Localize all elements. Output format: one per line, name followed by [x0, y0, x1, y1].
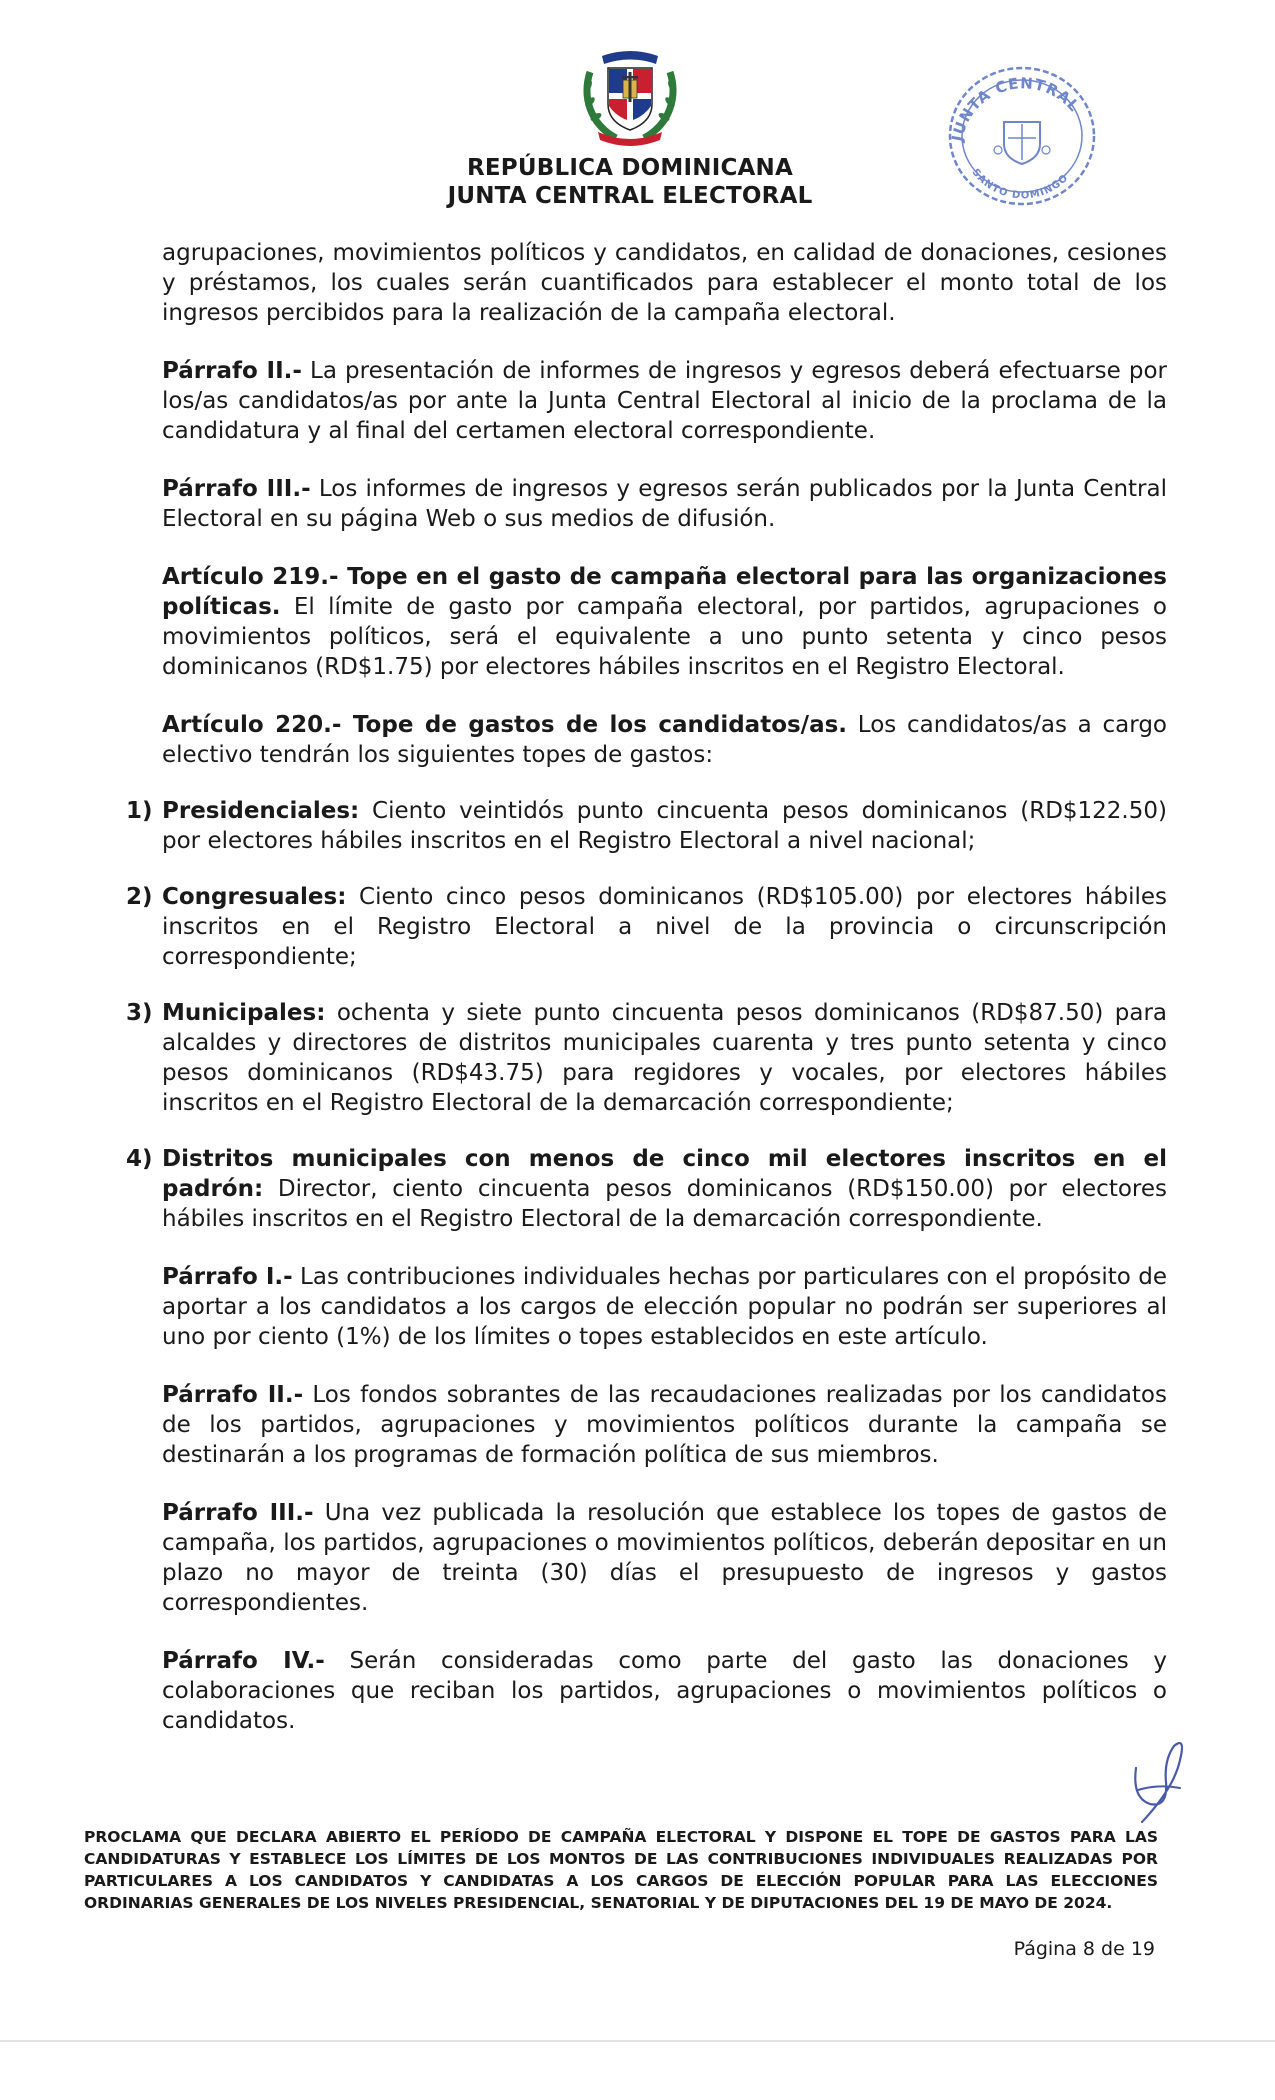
document-body: [126, 238, 1167, 1764]
paragraph-label: Párrafo II.-: [162, 1382, 304, 1408]
paragraph-ii-fondos: [162, 1380, 1167, 1470]
official-seal-icon: [932, 52, 1112, 212]
seal-text-bottom: SANTO DOMINGO: [969, 166, 1071, 202]
article-220-paragraphs: [162, 1262, 1167, 1736]
list-item-number: 2): [126, 884, 153, 910]
paragraph-label: Párrafo III.-: [162, 1500, 314, 1526]
scan-edge-line: [0, 2040, 1275, 2042]
document-footer: PROCLAMA QUE DECLARA ABIERTO EL PERÍODO DE CAMPAÑA ELECTORAL Y DISPONE EL TOPE DE GASTOS PARA LAS CANDIDATURAS Y ESTABLECE LOS LÍMITES DE LOS MONTOS DE LAS CONTRIBUCIONES INDIVIDUALES REALIZADAS POR PARTICULARES A LOS CANDIDATOS Y CANDIDATAS A LOS CARGOS DE ELECCIÓN POPULAR PARA LAS ELECCIONES ORDINARIAS GENERALES DE LOS NIVELES PRESIDENCIAL, SENATORIAL Y DE DIPUTACIONES DEL 19 DE MAYO DE 2024.: [84, 1828, 1158, 1912]
paragraph-ii-ingresos: [162, 356, 1167, 446]
list-item-label: Congresuales:: [162, 884, 347, 910]
article-text: Los candidatos/as a cargo electivo tendrán los siguientes topes de gastos:: [162, 712, 1167, 768]
paragraph-text: Los informes de ingresos y egresos serán publicados por la Junta Central Electoral en su página Web o sus medios de difusión.: [162, 476, 1167, 532]
page-number: Página 8 de 19: [1013, 1938, 1155, 1960]
list-item-label: Distritos municipales con menos de cinco mil electores inscritos en el padrón:: [162, 1146, 1167, 1202]
list-item: [126, 998, 1167, 1118]
list-item-text: Ciento cinco pesos dominicanos (RD$105.00) por electores hábiles inscritos en el Registro Electoral a nivel de la provincia o circunscripción correspondiente;: [162, 884, 1167, 970]
paragraph-iii-informes: [162, 474, 1167, 534]
expense-cap-list: [126, 796, 1167, 1234]
paragraph-label: Párrafo IV.-: [162, 1648, 325, 1674]
country-name: REPÚBLICA DOMINICANA: [466, 155, 793, 181]
paragraph-iv-donaciones: [162, 1646, 1167, 1736]
seal-text-top: JUNTA CENTRAL: [948, 74, 1084, 143]
list-item-text: Ciento veintidós punto cincuenta pesos dominicanos (RD$122.50) por electores hábiles inscritos en el Registro Electoral a nivel nacional;: [162, 798, 1167, 854]
list-item-text: ochenta y siete punto cincuenta pesos dominicanos (RD$87.50) para alcaldes y directores de distritos municipales cuarenta y tres punto setenta y cinco pesos dominicanos (RD$43.75) para regidores y vocales, por electores hábiles inscritos en el Registro Electoral de la demarcación correspondiente;: [162, 1000, 1167, 1116]
list-item-number: 1): [126, 798, 153, 824]
intro-paragraph: agrupaciones, movimientos políticos y candidatos, en calidad de donaciones, cesiones y préstamos, los cuales serán cuantificados para establecer el monto total de los ingresos percibidos para la realización de la campaña electoral.: [162, 240, 1167, 326]
document-header: [330, 42, 930, 210]
organization-name: JUNTA CENTRAL ELECTORAL: [447, 183, 813, 209]
article-220: [162, 710, 1167, 770]
paragraph-label: Párrafo I.-: [162, 1264, 293, 1290]
list-item-text: Director, ciento cincuenta pesos dominicanos (RD$150.00) por electores hábiles inscritos en el Registro Electoral de la demarcación correspondiente.: [162, 1176, 1167, 1232]
paragraph-label: Párrafo II.-: [162, 358, 302, 384]
list-item-number: 3): [126, 1000, 153, 1026]
list-item-label: Municipales:: [162, 1000, 326, 1026]
handwritten-initial-icon: [1128, 1738, 1190, 1828]
paragraph-text: Una vez publicada la resolución que establece los topes de gastos de campaña, los partidos, agrupaciones o movimientos políticos, deberán depositar en un plazo no mayor de treinta (30) días el presupuesto de ingresos y gastos correspondientes.: [162, 1500, 1167, 1616]
article-heading: Artículo 220.- Tope de gastos de los candidatos/as.: [162, 712, 848, 738]
paragraph-text: Las contribuciones individuales hechas por particulares con el propósito de aportar a los candidatos a los cargos de elección popular no podrán ser superiores al uno por ciento (1%) de los límites o topes establecidos en este artículo.: [162, 1264, 1167, 1350]
svg-text:JUNTA CENTRAL: [948, 74, 1083, 144]
list-item: [126, 796, 1167, 856]
article-219: [162, 562, 1167, 682]
paragraph-text: Serán consideradas como parte del gasto las donaciones y colaboraciones que reciban los partidos, agrupaciones o movimientos políticos o candidatos.: [162, 1648, 1167, 1734]
paragraph-label: Párrafo III.-: [162, 476, 311, 502]
list-item: [126, 1144, 1167, 1234]
paragraph-iii-presupuesto: [162, 1498, 1167, 1618]
list-item-number: 4): [126, 1146, 153, 1172]
paragraph-i-contribuciones: [162, 1262, 1167, 1352]
article-heading: Artículo 219.- Tope en el gasto de campaña electoral para las organizaciones políticas.: [162, 564, 1167, 620]
paragraph-text: La presentación de informes de ingresos y egresos deberá efectuarse por los/as candidatos/as por ante la Junta Central Electoral al inicio de la proclama de la candidatura y al final del certamen electoral correspondiente.: [162, 358, 1167, 444]
paragraph-text: Los fondos sobrantes de las recaudaciones realizadas por los candidatos de los partidos, agrupaciones y movimientos políticos durante la campaña se destinarán a los programas de formación política de sus miembros.: [162, 1382, 1167, 1468]
list-item-label: Presidenciales:: [162, 798, 360, 824]
list-item: [126, 882, 1167, 972]
coat-of-arms-icon: [576, 42, 684, 150]
article-text: El límite de gasto por campaña electoral, por partidos, agrupaciones o movimientos políticos, será el equivalente a uno punto setenta y cinco pesos dominicanos (RD$1.75) por electores hábiles inscritos en el Registro Electoral.: [162, 594, 1167, 680]
